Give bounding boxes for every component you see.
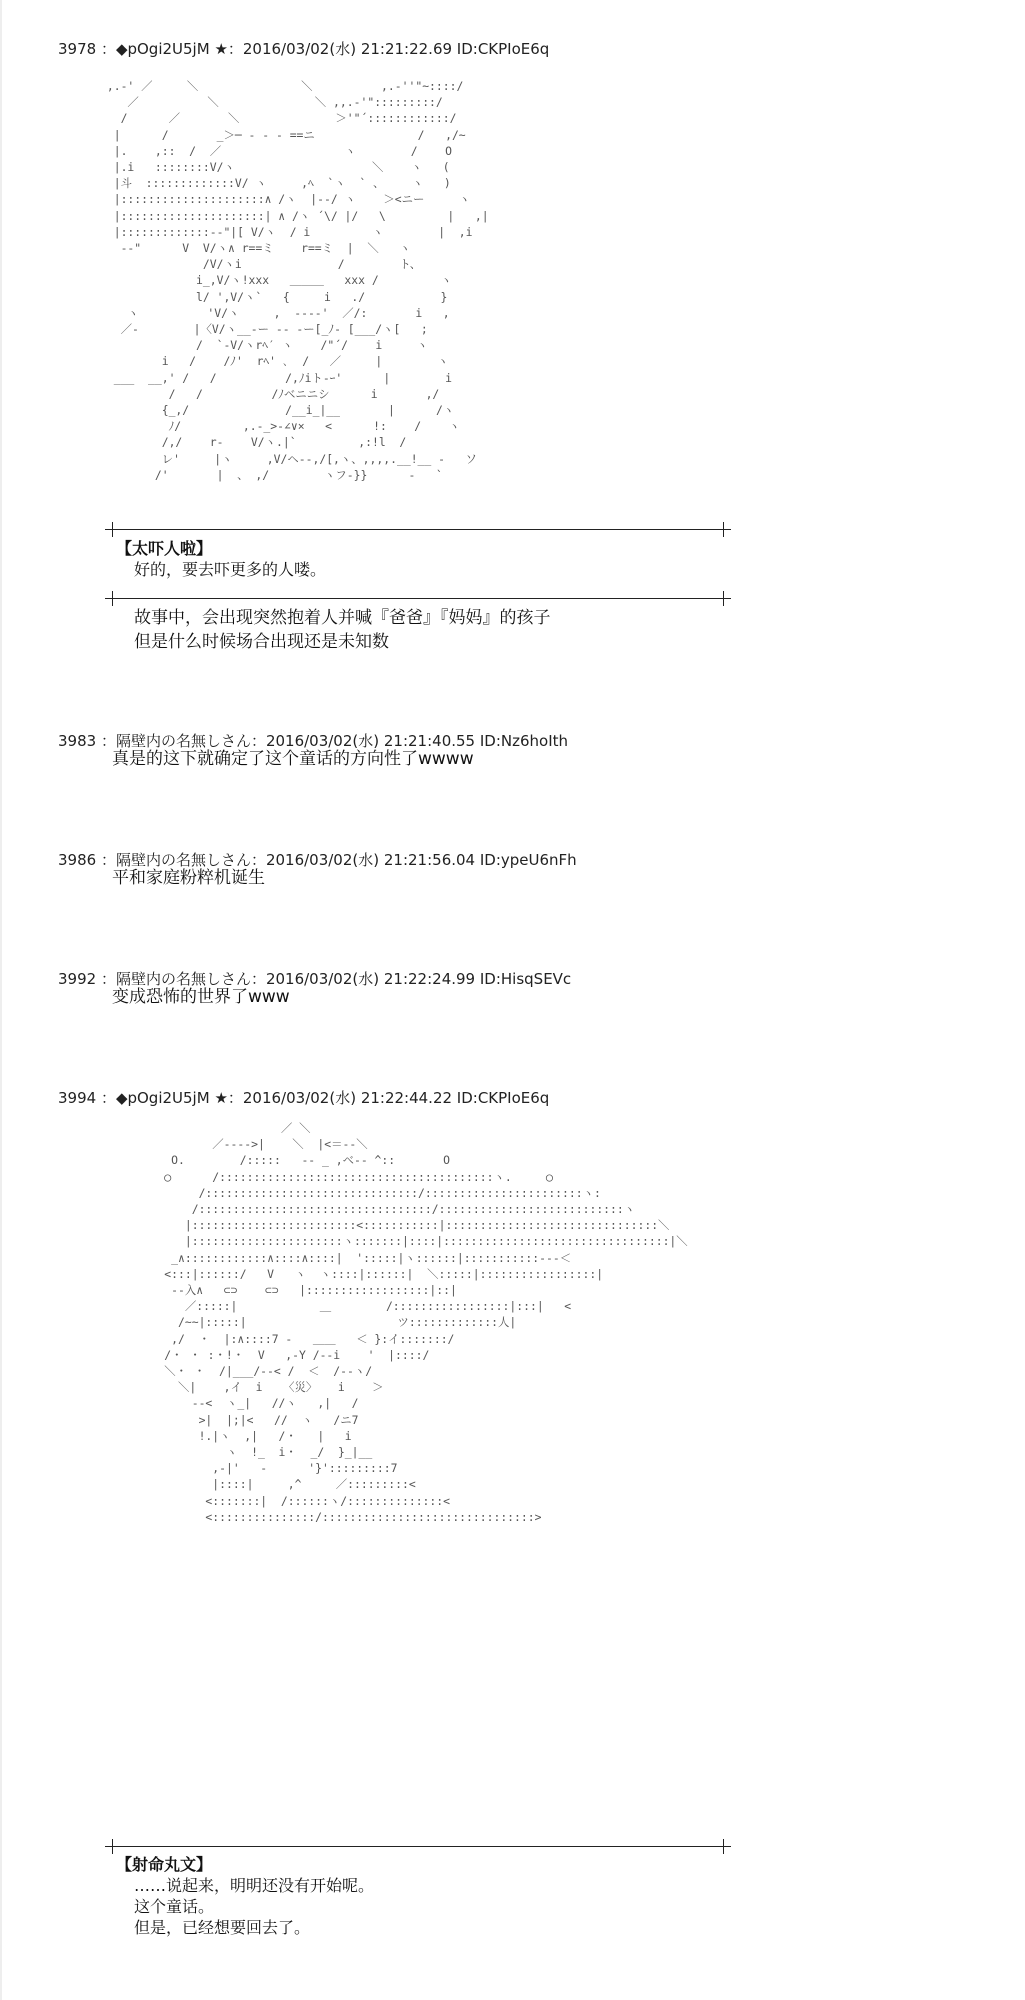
- narration-line: 但是什么时候场合出现还是未知数: [134, 632, 389, 652]
- post-header-3986: 3986 ：隔壁内の名無しさん：2016/03/02(水) 21:21:56.04 ID:ypeU6nFh: [58, 851, 577, 869]
- dialogue-line: 这个童话。: [134, 1897, 215, 1916]
- separator-line-3: [112, 1846, 724, 1847]
- post-header-3978: 3978 ：◆pOgi2U5jM ★：2016/03/02(水) 21:21:22.69 ID:CKPIoE6q: [58, 40, 550, 58]
- post-header-3983: 3983 ：隔壁内の名無しさん：2016/03/02(水) 21:21:40.55 ID:Nz6hoIth: [58, 732, 569, 750]
- narration-line: 故事中，会出现突然抱着人并喊『爸爸』『妈妈』的孩子: [134, 608, 551, 628]
- dialogue-line: 好的，要去吓更多的人喽。: [134, 560, 327, 579]
- dialogue-line: ……说起来，明明还没有开始呢。: [134, 1876, 375, 1895]
- speaker-label: 【太吓人啦】: [116, 539, 213, 558]
- narration-block: [134, 606, 551, 654]
- post-header-3994: 3994 ：◆pOgi2U5jM ★：2016/03/02(水) 21:22:44.22 ID:CKPIoE6q: [58, 1089, 550, 1107]
- speaker-label: 【射命丸文】: [116, 1855, 213, 1874]
- dialogue-block-1: [116, 538, 326, 580]
- post-body-3992: 变成恐怖的世界了www: [112, 987, 290, 1007]
- left-margin-strip: [0, 0, 2, 2000]
- dialogue-block-2: [116, 1854, 374, 1938]
- ascii-art-aya: ／ ＼ ／‐‐‐‐>| ＼ |<＝‐‐＼ O. /::::: ‐‐ _ ,ベ‐‐ ^:: O ◯ /::::::::::::::::::::::::::::::::::::::::ヽ. ◯ /:::::::::::::::::::::::::::::::/:::::::::::::::::::::::ヽ: /::::::::::::::::::::::::::::::::::/:::::::::::::::::::::::::::ヽ |::::::::::::::::::::::::<:::::::::::|:::::::::::::::::::::::::::::::＼ |::::::::::::::::::::::ヽ:::::::|::::|:::::::::::::::::::::::::::::::::|＼ _∧::::::::::::∧::::∧::::| ':::::|ヽ::::::|:::::::::::‐‐‐＜ <:::|::::::/ V ヽ ヽ::::|::::::| ＼:::::|:::::::::::::::::| ‐‐入∧ ⊂⊃ ⊂⊃ |::::::::::::::::::|::| ／:::::| ＿ /:::::::::::::::::|:::| < /~~|:::::| ツ:::::::::::::人| ,/ ・ |:∧::::7 - ＿＿ ＜ }:イ:::::::/ /・ ・ :・!・ V ,‐Y /‐‐i ' |::::/ ＼・ ・ /|___/‐‐< / ＜ /‐‐ヽ/ ＼| ,イ i 〈災〉 i ＞ ‐‐< ヽ_| //ヽ ,| / >| |;|< // ヽ /ニ7 !.|ヽ ,| /・ | i ヽ !_ i・ _/ }_|__ ,‐|' ‐ '}':::::::::7 |::::| ,^ ／:::::::::< <:::::::| /::::::ヽ/::::::::::::::< <:::::::::::::::/:::::::::::::::::::::::::::::::>: [164, 1121, 688, 1524]
- dialogue-line: 但是，已经想要回去了。: [134, 1918, 311, 1937]
- separator-line-2: [112, 598, 724, 599]
- post-body-3983: 真是的这下就确定了这个童话的方向性了wwww: [112, 749, 474, 769]
- post-body-3986: 平和家庭粉粹机诞生: [112, 868, 265, 888]
- ascii-art-koishi: ,.-' ／ ＼ ＼ ,.-''"~::::/ ／ ＼ ＼ ,,.-'":::::::::/ / ／ ＼ ＞'"´::::::::::::/ | / _＞─ ‐ ‐ ‐ ==ニ / ,/~ |. ,:: / ／ ヽ / O |.i ::::::::V/ヽ ＼ ヽ ( |斗 :::::::::::::V/ ヽ ,ﾍ `ヽ ` 、 ヽ ) |:::::::::::::::::::::∧ /ヽ |--/ ヽ ＞<ニー ヽ |:::::::::::::::::::::| ∧ /ヽ ´\/ |/ \ | ,| |:::::::::::::-‐"|[ V/ヽ / i ヽ | ,i -‐" V V/ヽ∧ r==ミ r==ミ | ＼ ヽ /V/ヽi / ト、 i_,V/ヽ!xxx ＿＿＿ xxx / ヽ l/ ',V/ヽ` { i ./ } ヽ 'V/ヽ , ‐‐‐‐' ／/: i , ／‐ |〈V/ヽ__‐ー ‐‐ ‐ー[_ﾉ- [___/ヽ[ ; / `‐V/ヽrﾍ′ ヽ /"´/ i ヽ i / /ﾉ' rﾍ' ､ / ／ | ヽ ___ __,' / / /,ﾉiト-ｰ' | i / / /ﾉベニニシ i ,/ {_,/ /__i_|__ | /ヽ ﾉ/ ,.-_>‐∠∨× < !: / ヽ /,/ r‐ V/ヽ.|` ,:!l / レ' |ヽ ,V/ヘ‐-,/[,ヽ、,,,,.__!__ - ソ /' | 、 ,/ ヽフ‐}} ‐ `: [106, 79, 489, 482]
- separator-line-1: [112, 529, 724, 530]
- post-header-3992: 3992 ：隔壁内の名無しさん：2016/03/02(水) 21:22:24.99 ID:HisqSEVc: [58, 970, 572, 988]
